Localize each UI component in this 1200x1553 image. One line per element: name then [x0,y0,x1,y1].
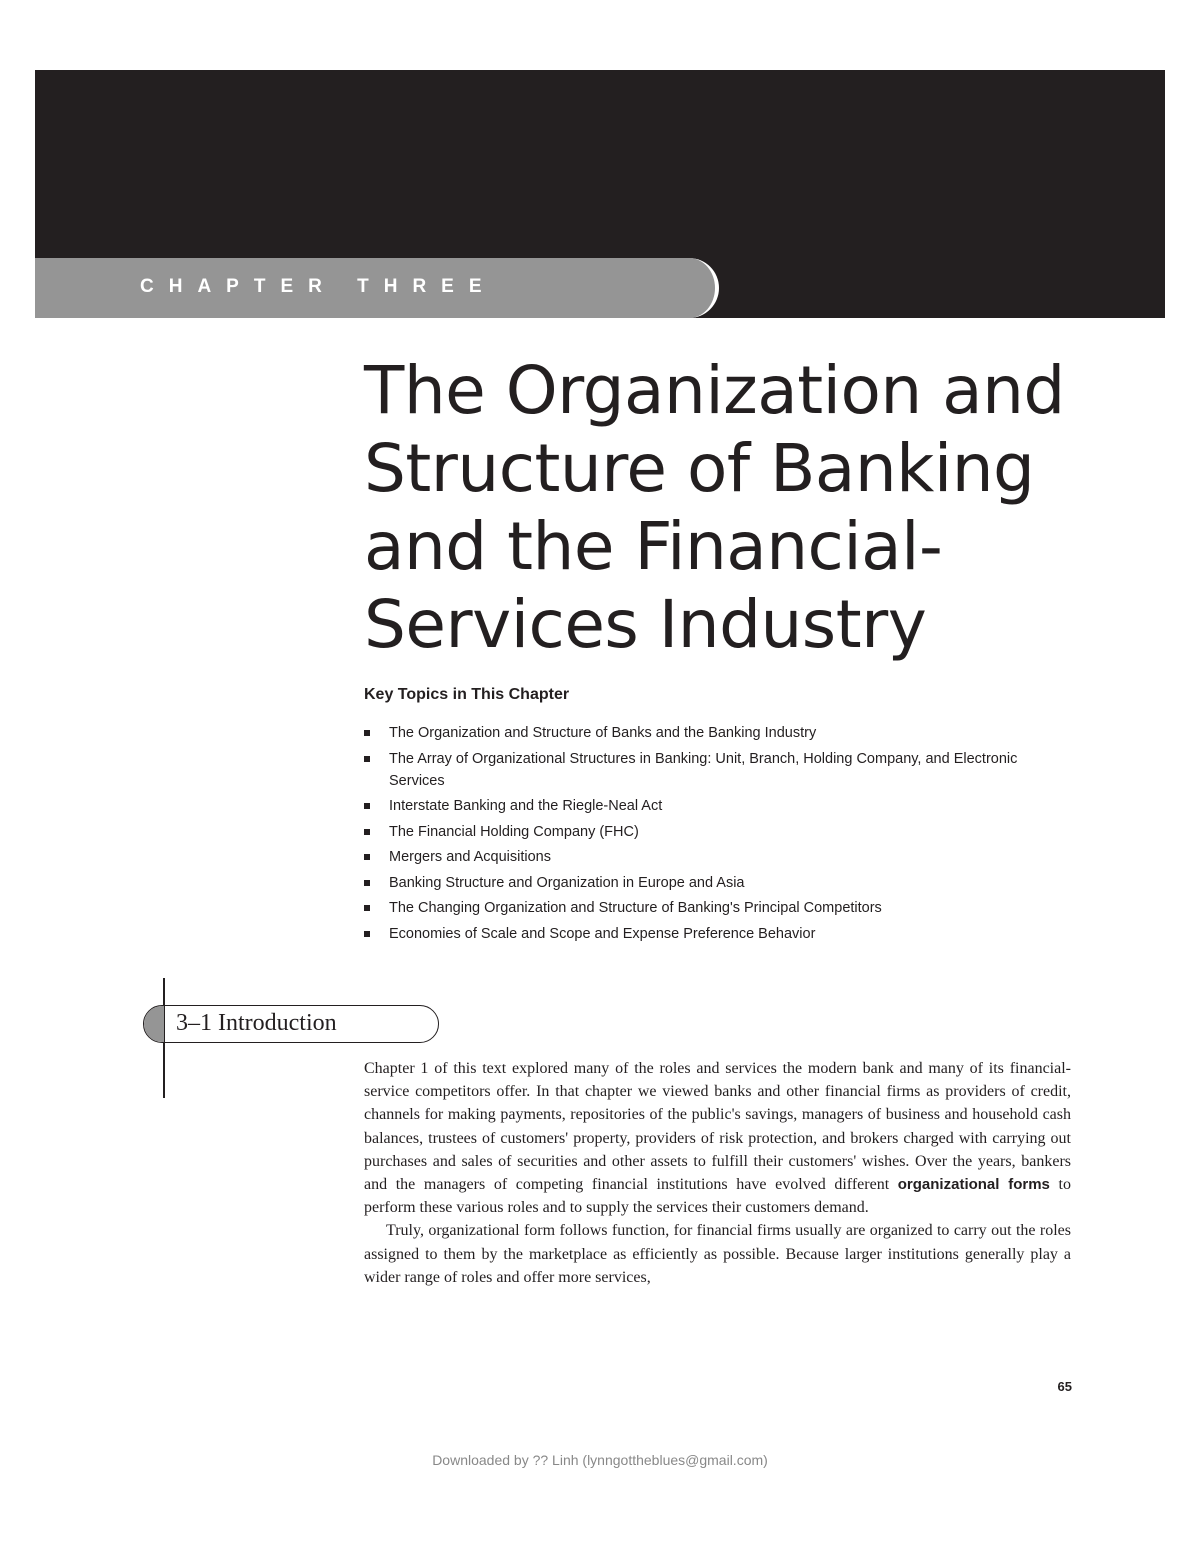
key-topic-text: The Financial Holding Company (FHC) [389,823,639,840]
key-topic-item [364,897,1044,919]
chapter-title-line: Structure of Banking [364,430,1035,507]
section-heading: 3–1 Introduction [176,1010,337,1036]
key-topic-text: Economies of Scale and Scope and Expense Preference Behavior [389,925,816,942]
key-topic-text: Interstate Banking and the Riegle-Neal Act [389,798,663,814]
key-topic-text: Banking Structure and Organization in Europe and Asia [389,874,745,891]
body-text-run: to perform these various roles and to supply the services their customers demand. [364,1176,1071,1217]
key-topic-text: Mergers and Acquisitions [389,849,551,865]
section-heading-cap [144,1006,164,1042]
square-bullet-icon [364,803,370,809]
key-topic-text: The Array of Organizational Structures in Banking: Unit, Branch, Holding Company, and Electronic Services [389,750,1018,789]
key-topic-item [364,748,1044,792]
key-term: organizational forms [897,1176,1050,1194]
key-topic-item [364,872,1044,894]
key-topic-item [364,795,1044,817]
body-paragraph [364,1057,1071,1219]
key-topic-item [364,846,1044,868]
key-topic-item [364,821,1044,843]
square-bullet-icon [364,905,370,911]
body-text-run: Chapter 1 of this text explored many of the roles and services the modern bank and many of its financial-service competitors offer. In that chapter we viewed banks and other financial firms as providers of credit, channels for making payments, repositories of the public's savings, managers of business and household cash balances, trustees of customers' property, providers of risk protection, and brokers charged with carrying out purchases and sales of securities and other assets to fulfill their customers' wishes. Over the years, bankers and the managers of competing financial institutions have evolved different [364,1060,1071,1194]
square-bullet-icon [364,854,370,860]
section-body [364,1057,1071,1289]
square-bullet-icon [364,730,370,736]
chapter-title-line: Services Industry [364,586,927,663]
key-topic-text: The Organization and Structure of Banks and the Banking Industry [389,725,817,741]
chapter-title-line: and the Financial- [364,508,943,585]
square-bullet-icon [364,880,370,886]
square-bullet-icon [364,931,370,937]
page-number: 65 [1057,1379,1072,1394]
square-bullet-icon [364,756,370,762]
chapter-label: CHAPTER THREE [140,276,497,297]
chapter-title-line: The Organization and [364,352,1065,429]
body-paragraph: Truly, organizational form follows function, for financial firms usually are organized to carry out the roles assigned to them by the marketplace as efficiently as possible. Because larger institutions generally play a wider range of roles and offer more services, [364,1222,1071,1286]
square-bullet-icon [364,829,370,835]
key-topics-heading: Key Topics in This Chapter [364,686,570,703]
chapter-title [364,352,1124,664]
key-topic-item [364,722,1044,744]
key-topic-text: The Changing Organization and Structure of Banking's Principal Competitors [389,900,882,916]
download-watermark: Downloaded by ?? Linh (lynngottheblues@gmail.com) [432,1452,768,1468]
key-topics-list [364,722,1044,948]
key-topic-item [364,923,1044,945]
